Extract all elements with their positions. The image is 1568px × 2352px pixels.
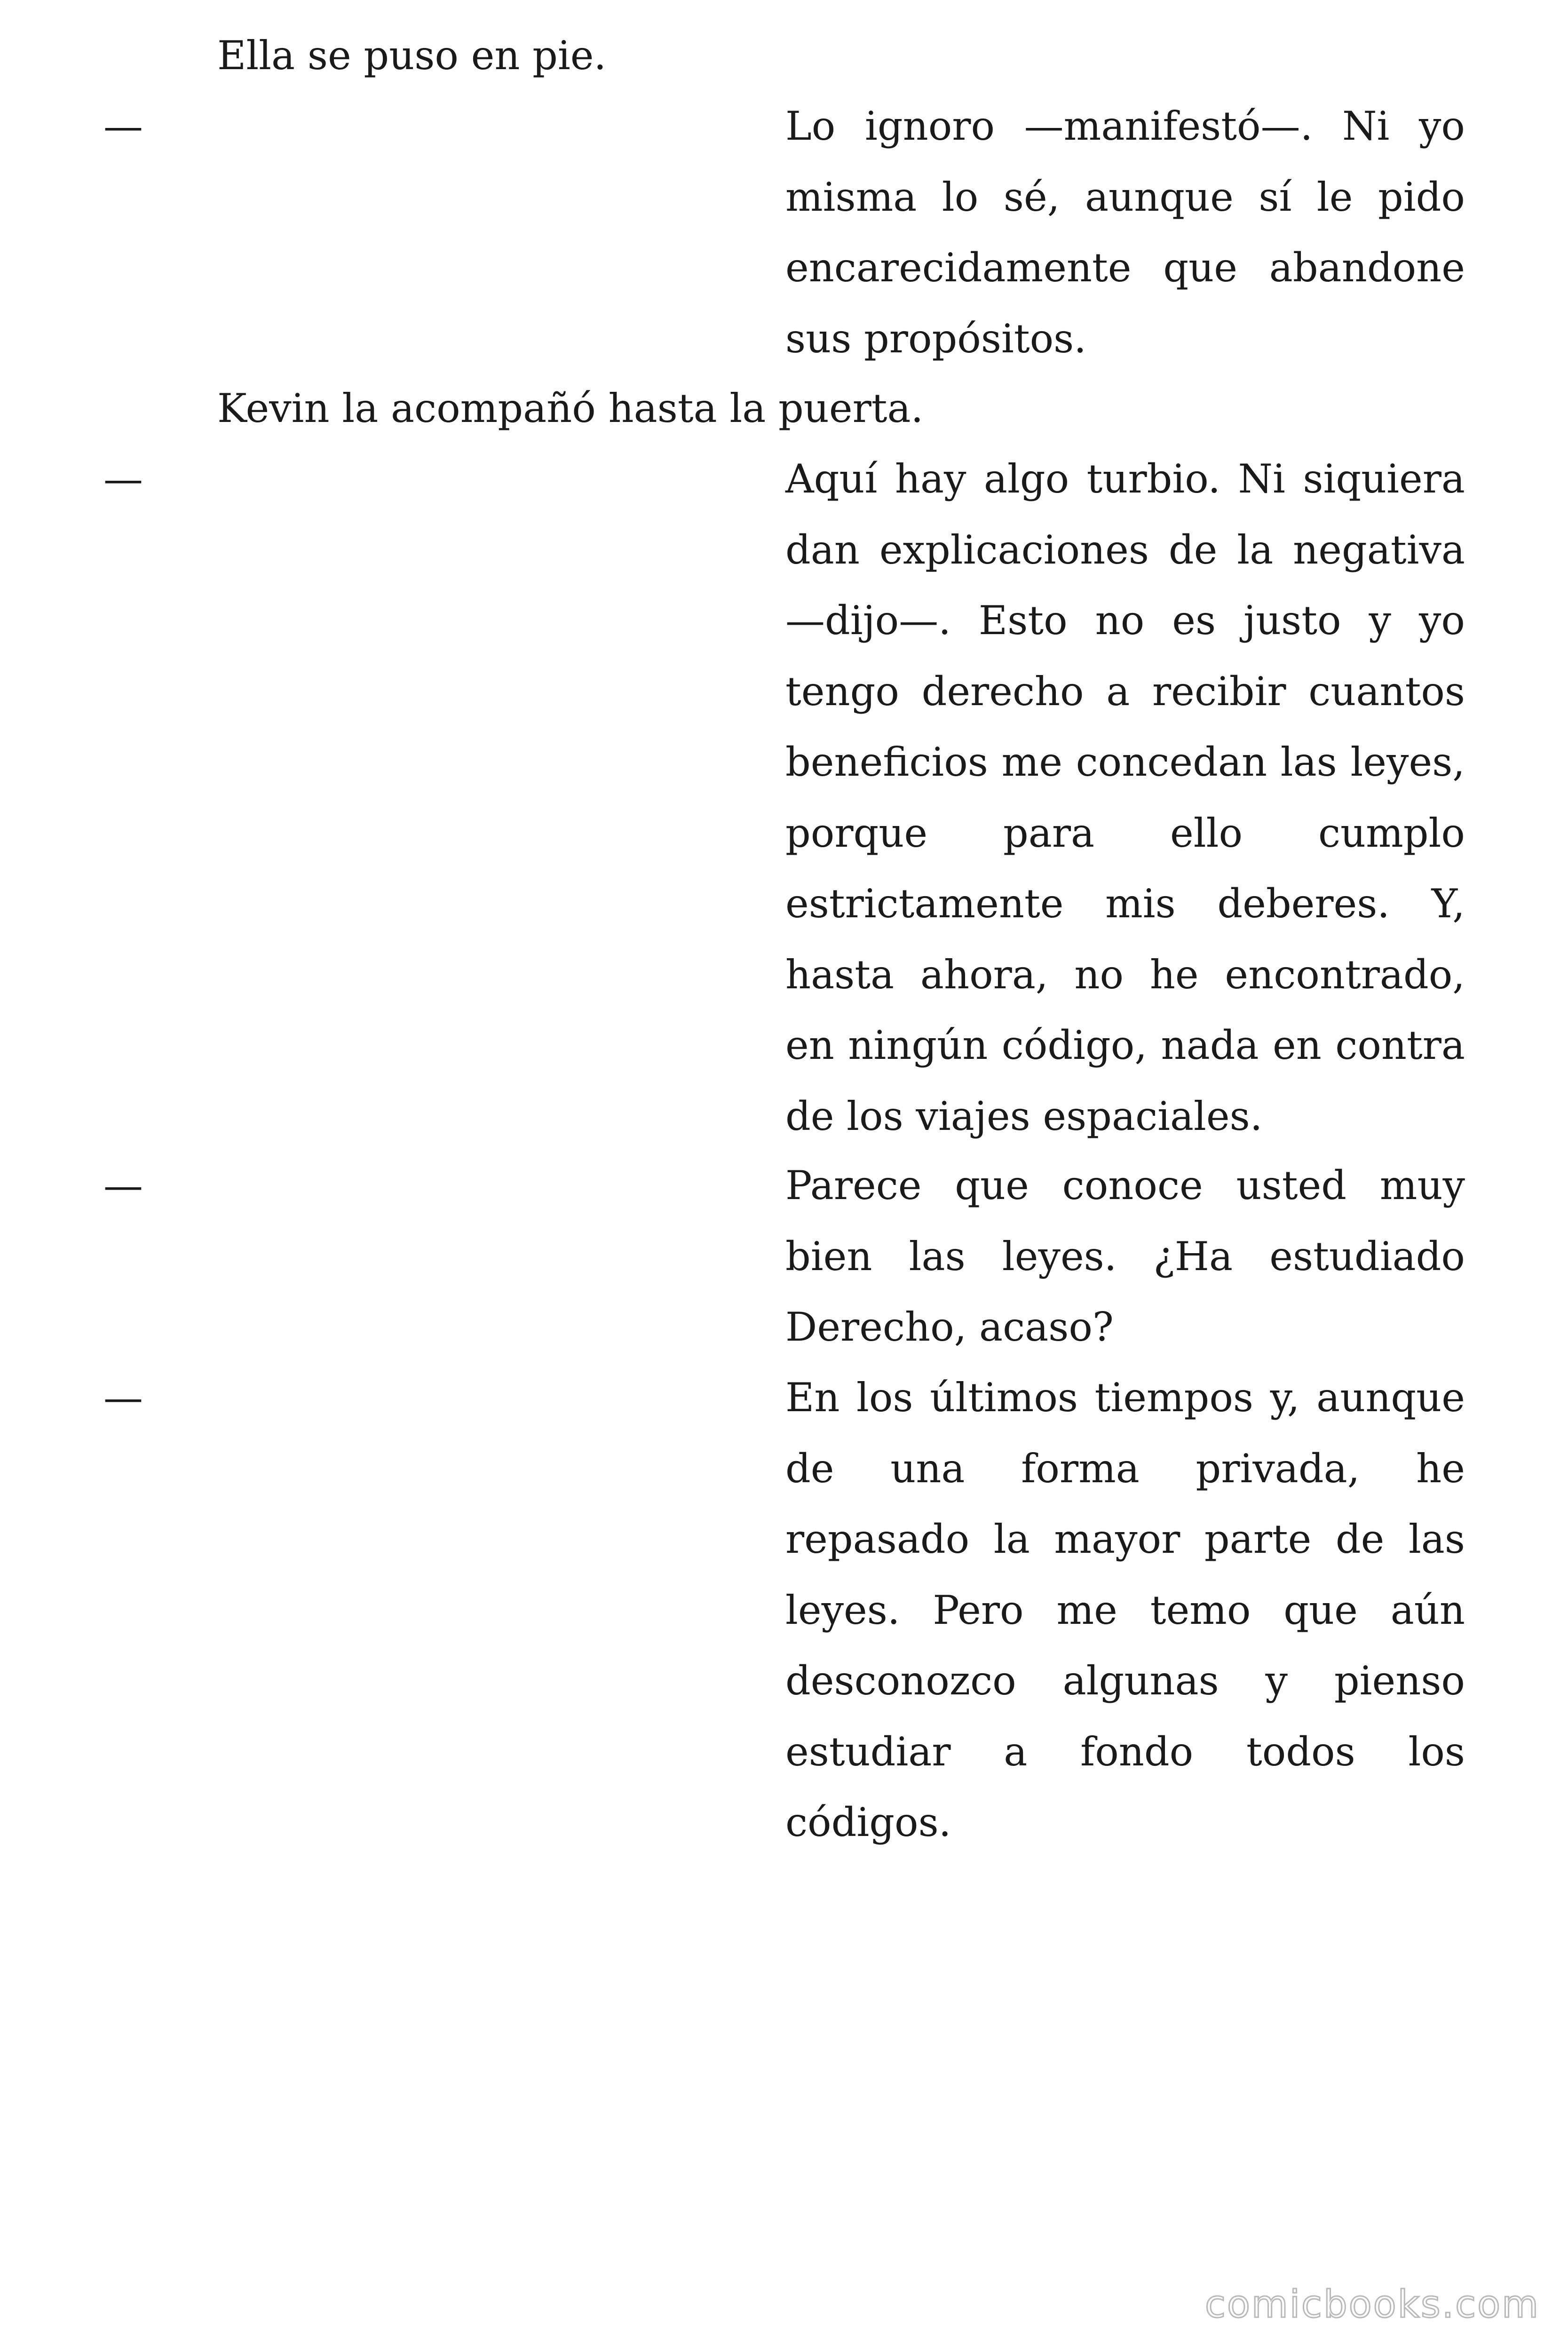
dialogue-paragraph: Aquí hay algo turbio. Ni siquiera dan explicaciones de la negativa —dijo—. Esto no es justo y yo tengo derecho a recibir cuantos beneficios me concedan las leyes, porque para ello cumplo estrictamente mis deberes. Y, hasta ahora, no he encontrado, en ningún código, nada en contra de los viajes espaciales. [785, 456, 1465, 1139]
narration-paragraph: Kevin la acompañó hasta la puerta. [217, 385, 924, 431]
dialogue-paragraph: En los últimos tiempos y, aunque de una forma privada, he repasado la mayor parte de las leyes. Pero me temo que aún desconozco algunas y pienso estudiar a fondo todos los códigos. [785, 1375, 1465, 1845]
dialogue-paragraph: Parece que conoce usted muy bien las leyes. ¿Ha estudiado Derecho, acaso? [785, 1162, 1465, 1350]
dialogue-dash: — [103, 1375, 143, 1421]
dialogue-dash: — [103, 103, 143, 149]
dialogue-dash: — [103, 456, 143, 502]
narration-paragraph: Ella se puso en pie. [217, 32, 607, 79]
dialogue-dash: — [103, 1162, 143, 1208]
watermark: comicbooks.com [1204, 2282, 1540, 2326]
dialogue-paragraph: Lo ignoro —manifestó—. Ni yo misma lo sé, aunque sí le pido encarecidamente que abandone sus propósitos. [785, 103, 1465, 362]
